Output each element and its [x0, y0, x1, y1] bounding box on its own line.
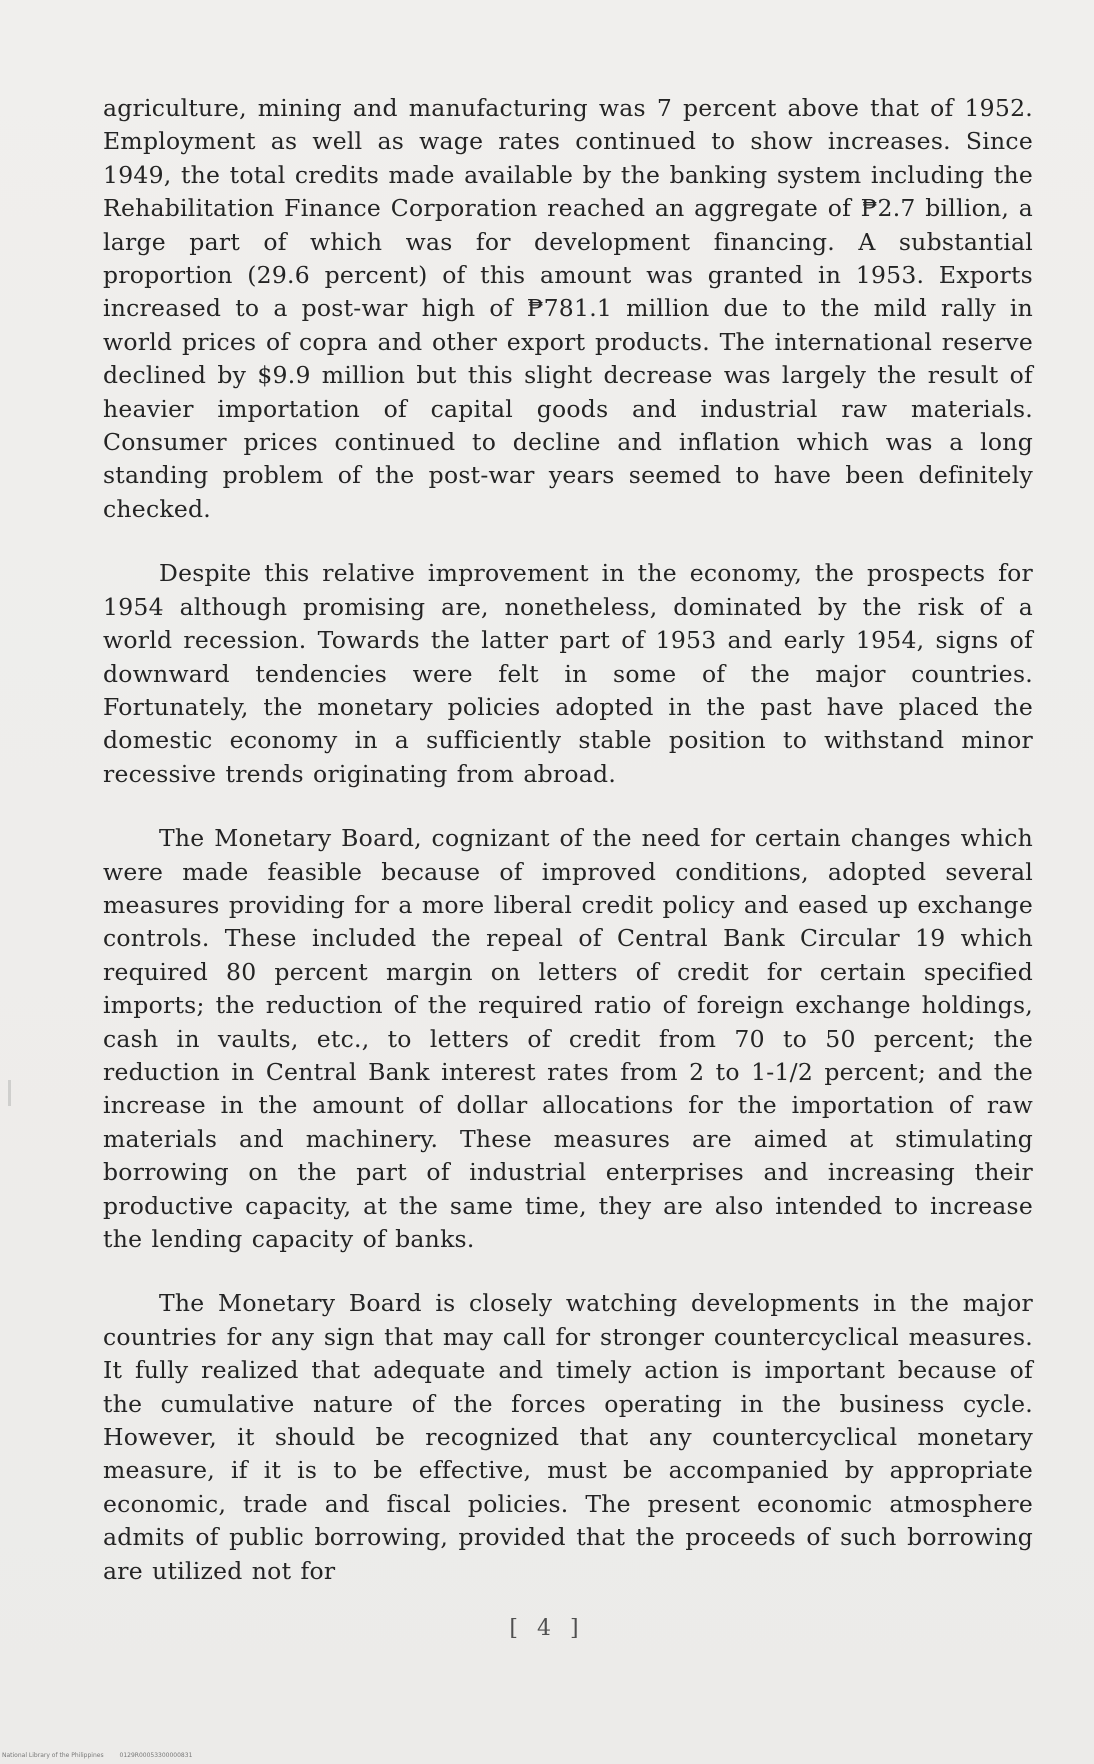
scan-footer — [2, 1752, 206, 1759]
footer-identifier: 0129R00053300000831 — [119, 1752, 193, 1759]
paragraph-countercyclical-measures: The Monetary Board is closely watching developments in the major countries for any sign that may call for stronger countercyclical measures. It fully realized that adequate and timely action is important because of the cumulative nature of the forces operating in the business cycle. However, it should be recognized that any countercyclical monetary measure, if it is to be effective, must be accompanied by appropriate economic, trade and fiscal policies. The present economic atmosphere admits of public borrowing, provided that the proceeds of such borrowing are utilized not for — [103, 1289, 1033, 1585]
page-number: [ 4 ] — [509, 1616, 585, 1641]
body-text — [103, 92, 1033, 1619]
footer-library: National Library of the Philippines — [2, 1752, 104, 1759]
paragraph-economic-prospects: Despite this relative improvement in the economy, the prospects for 1954 although promising are, nonetheless, dominated by the risk of a world recession. Towards the latter part of 1953 and early 1954, signs of downward tendencies were felt in some of the major countries. Fortunately, the monetary policies adopted in the past have placed the domestic economy in a sufficiently stable position to withstand minor recessive trends originating from abroad. — [103, 559, 1033, 788]
paragraph-continuation: agriculture, mining and manufacturing was 7 percent above that of 1952. Employment as well as wage rates continued to show increases. Since 1949, the total credits made available by the banking system including the Rehabilitation Finance Corporation reached an aggregate of ₱2.7 billion, a large part of which was for development financing. A substantial proportion (29.6 percent) of this amount was granted in 1953. Exports increased to a post-war high of ₱781.1 million due to the mild rally in world prices of copra and other export products. The international reserve declined by $9.9 million but this slight decrease was largely the result of heavier importation of capital goods and industrial raw materials. Consumer prices continued to decline and inflation which was a long standing problem of the post-war years seemed to have been definitely checked. — [103, 94, 1033, 523]
paragraph-monetary-board-measures: The Monetary Board, cognizant of the need for certain changes which were made feasible because of improved conditions, adopted several measures providing for a more liberal credit policy and eased up exchange controls. These included the repeal of Central Bank Circular 19 which required 80 percent margin on letters of credit for certain specified imports; the reduction of the required ratio of foreign exchange holdings, cash in vaults, etc., to letters of credit from 70 to 50 percent; the reduction in Central Bank interest rates from 2 to 1-1/2 percent; and the increase in the amount of dollar allocations for the importation of raw materials and machinery. These measures are aimed at stimulating borrowing on the part of industrial enterprises and increasing their productive capacity, at the same time, they are also intended to increase the lending capacity of banks. — [103, 824, 1033, 1253]
scan-margin-mark — [8, 1080, 11, 1106]
